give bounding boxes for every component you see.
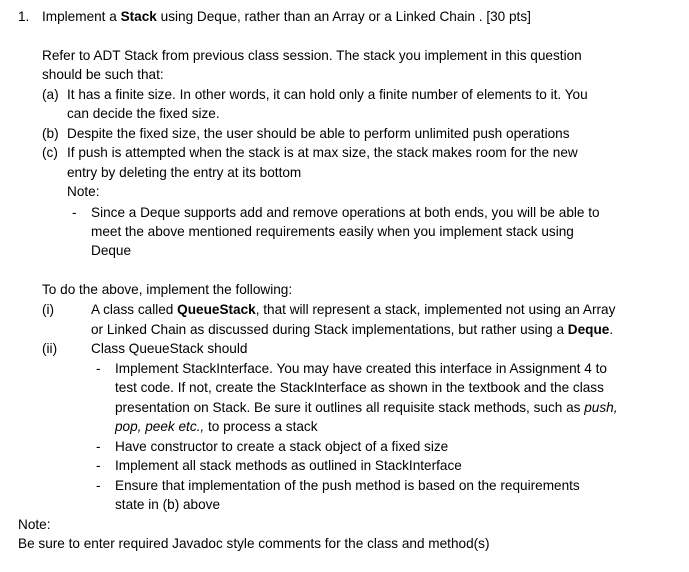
- intro-line-1: Refer to ADT Stack from previous class session. The stack you implement in this question: [42, 48, 582, 63]
- sub-bullet-1-line-2: test code. If not, create the StackInterface as shown in the textbook and the class: [115, 380, 604, 395]
- queuestack-bold: QueueStack: [177, 302, 256, 317]
- note-label: Note:: [67, 184, 100, 199]
- title-bold-stack: Stack: [120, 9, 157, 24]
- req-a-line-2: can decide the fixed size.: [67, 106, 220, 121]
- question-number: 1.: [18, 9, 30, 24]
- sub-bullet-2-dash: -: [96, 439, 101, 454]
- sub-bullet-2: Have constructor to create a stack object of a fixed size: [115, 439, 449, 454]
- sub-bullet-3-dash: -: [96, 458, 101, 473]
- req-c-marker: (c): [42, 145, 58, 160]
- note-bullet-dash: -: [72, 205, 77, 220]
- req-b-line-1: Despite the fixed size, the user should be able to perform unlimited push operations: [67, 126, 570, 141]
- sub-bullet-1-line-1: Implement StackInterface. You may have created this interface in Assignment 4 to: [115, 361, 607, 376]
- todo-i-line-2: or Linked Chain as discussed during Stack implementations, but rather using a Deque.: [91, 322, 614, 337]
- final-note-label: Note:: [18, 517, 51, 532]
- sub-bullet-1-line-3: presentation on Stack. Be sure it outlines all requisite stack methods, such as push,: [115, 400, 618, 415]
- deque-bold: Deque: [567, 322, 610, 337]
- req-b-marker: (b): [42, 126, 59, 141]
- sub-bullet-4-line-1: Ensure that implementation of the push method is based on the requirements: [115, 478, 580, 493]
- question-title: Implement a Stack using Deque, rather than an Array or a Linked Chain . [30 pts]: [42, 9, 531, 24]
- push-italic: push,: [584, 400, 618, 415]
- todo-i-line-1: A class called QueueStack, that will represent a stack, implemented not using an Array: [91, 302, 616, 317]
- todo-ii-marker: (ii): [42, 341, 58, 356]
- note-bullet-line-2: meet the above mentioned requirements easily when you implement stack using: [91, 224, 574, 239]
- todo-ii-text: Class QueueStack should: [91, 341, 248, 356]
- final-note-text: Be sure to enter required Javadoc style comments for the class and method(s): [18, 536, 490, 551]
- req-a-line-1: It has a finite size. In other words, it can hold only a finite number of elements to it. You: [67, 87, 588, 102]
- pop-peek-italic: pop, peek etc.,: [115, 419, 205, 434]
- todo-i-marker: (i): [42, 302, 55, 317]
- sub-bullet-3: Implement all stack methods as outlined in StackInterface: [115, 458, 462, 473]
- sub-bullet-4-line-2: state in (b) above: [115, 497, 221, 512]
- req-c-line-2: entry by deleting the entry at its bottom: [67, 165, 302, 180]
- sub-bullet-1-line-4: pop, peek etc., to process a stack: [115, 419, 318, 434]
- req-c-line-1: If push is attempted when the stack is at max size, the stack makes room for the new: [67, 145, 578, 160]
- intro-line-2: should be such that:: [42, 67, 164, 82]
- req-a-marker: (a): [42, 87, 59, 102]
- sub-bullet-4-dash: -: [96, 478, 101, 493]
- sub-bullet-1-dash: -: [96, 361, 101, 376]
- note-bullet-line-3: Deque: [91, 243, 132, 258]
- todo-intro: To do the above, implement the following:: [42, 282, 293, 297]
- note-bullet-line-1: Since a Deque supports add and remove operations at both ends, you will be able to: [91, 205, 600, 220]
